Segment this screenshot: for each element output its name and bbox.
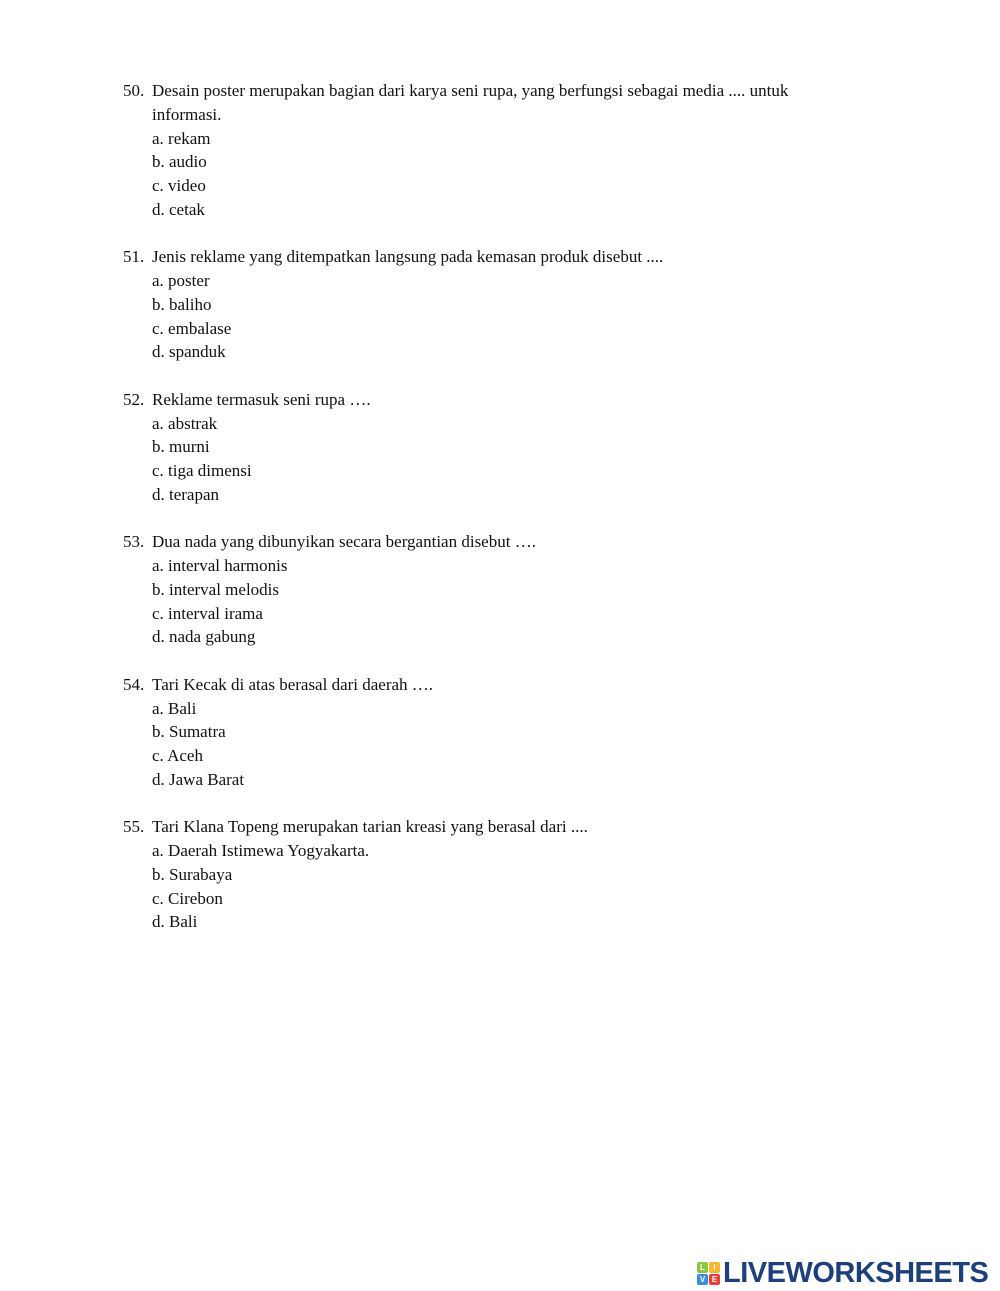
question-line (123, 815, 843, 839)
question-line (123, 530, 843, 554)
question-number: 50. (123, 81, 145, 100)
answer-option: c. video (152, 176, 206, 195)
answer-option: d. nada gabung (152, 627, 256, 647)
answer-option: d. terapan (152, 484, 220, 504)
answer-option: d. Bali (152, 912, 198, 932)
answer-option: d. cetak (152, 199, 205, 219)
question-line (123, 79, 843, 127)
question-text: Desain poster merupakan bagian dari karya seni rupa, yang berfungsi sebagai media .... untuk informasi. (152, 81, 789, 124)
question-53 (123, 530, 843, 649)
question-50 (123, 79, 843, 222)
question-number: 53. (123, 532, 145, 552)
answer-option: b. baliho (152, 294, 212, 314)
logo-text: LIVEWORKSHEETS (723, 1257, 989, 1289)
answer-option: a. abstrak (152, 413, 218, 433)
answer-option: b. audio (152, 152, 207, 172)
answer-option: b. murni (152, 437, 210, 457)
question-51 (123, 245, 843, 364)
answer-option: c. tiga dimensi (152, 461, 252, 480)
answer-option: b. Surabaya (152, 864, 233, 884)
logo-blocks-icon (697, 1262, 720, 1285)
question-52 (123, 388, 843, 507)
answer-option: a. Bali (152, 698, 197, 718)
answer-option: d. Jawa Barat (152, 769, 245, 789)
question-text: Reklame termasuk seni rupa …. (152, 389, 371, 409)
answer-option: a. Daerah Istimewa Yogyakarta. (152, 841, 370, 860)
question-text: Tari Kecak di atas berasal dari daerah …. (152, 674, 434, 694)
question-number: 54. (123, 674, 145, 694)
question-number: 55. (123, 817, 145, 837)
answer-option: b. interval melodis (152, 579, 280, 599)
logo-block: V (697, 1274, 708, 1285)
answer-option: a. poster (152, 271, 210, 290)
answer-option: c. Aceh (152, 746, 203, 765)
answer-option: c. interval irama (152, 603, 263, 623)
answer-option: a. rekam (152, 128, 211, 148)
question-text: Jenis reklame yang ditempatkan langsung pada kemasan produk disebut .... (152, 247, 664, 267)
question-line (123, 245, 843, 269)
question-text: Dua nada yang dibunyikan secara bergantian disebut …. (152, 532, 536, 552)
logo-block: I (709, 1262, 720, 1273)
answer-option: d. spanduk (152, 342, 226, 362)
question-number: 51. (123, 247, 145, 267)
question-number: 52. (123, 389, 145, 409)
question-text: Tari Klana Topeng merupakan tarian kreasi yang berasal dari .... (152, 817, 588, 837)
answer-option: c. Cirebon (152, 888, 223, 908)
logo-block: E (709, 1274, 720, 1285)
worksheet-questions (123, 79, 843, 958)
answer-option: c. embalase (152, 318, 232, 338)
question-54 (123, 673, 843, 792)
answer-option: a. interval harmonis (152, 556, 288, 575)
question-55 (123, 815, 843, 934)
logo-block: L (697, 1262, 708, 1273)
answer-option: b. Sumatra (152, 722, 226, 742)
question-line (123, 673, 843, 697)
liveworksheets-logo (697, 1257, 988, 1290)
question-line (123, 388, 843, 412)
